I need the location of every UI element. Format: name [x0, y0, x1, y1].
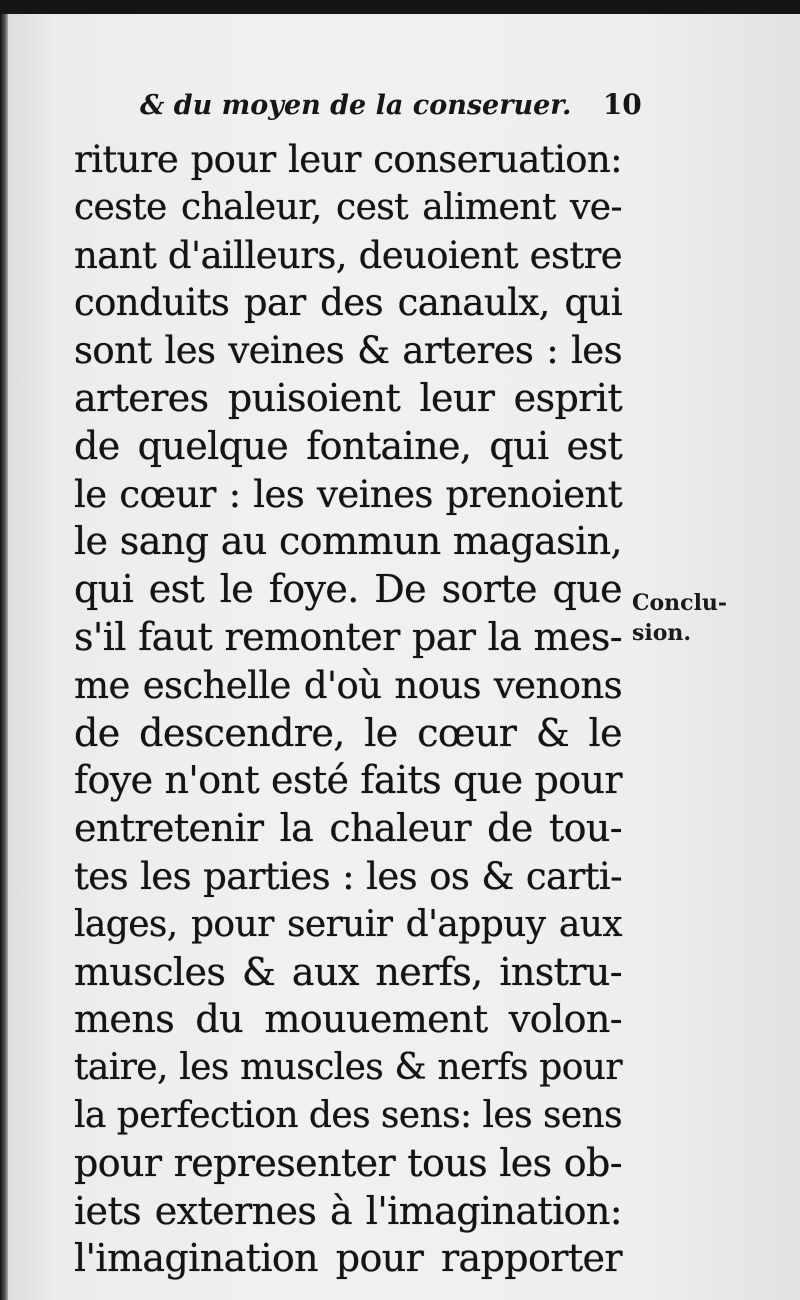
text-line: qui est le foye. De sorte que	[74, 567, 622, 612]
marginal-note	[632, 588, 782, 648]
page-left-edge	[0, 0, 8, 1300]
text-line: entretenir la chaleur de tou-	[74, 806, 622, 851]
text-line: de descendre, le cœur & le	[74, 710, 622, 755]
page-number: 10	[602, 88, 642, 121]
text-line: lages, pour seruir d'appuy aux	[74, 903, 622, 945]
marginal-note-line: Conclu-	[632, 590, 728, 616]
marginal-note-line: sion.	[632, 620, 692, 646]
text-line: le cœur : les veines prenoient	[74, 472, 622, 516]
page-top-edge	[0, 0, 800, 14]
text-line: iets externes à l'imagination:	[74, 1188, 622, 1233]
text-line: sont les veines & arteres : les	[74, 329, 622, 373]
text-line: ceste chaleur, cest aliment ve-	[74, 186, 622, 228]
text-line: taire, les muscles & nerfs pour	[74, 1047, 622, 1089]
text-line: nant d'ailleurs, deuoient estre	[74, 233, 622, 277]
text-line: pour representer tous les ob-	[74, 1140, 622, 1185]
text-line: la perfection des sens: les sens	[74, 1094, 622, 1136]
text-line: riture pour leur conseruation:	[74, 138, 622, 181]
running-head-title: & du moyen de la conseruer.	[140, 90, 572, 121]
body-text	[74, 136, 634, 1283]
text-line: s'il faut remonter par la mes-	[74, 614, 622, 659]
text-line: mens du mouuement volon-	[74, 997, 622, 1042]
text-line: foye n'ont esté faits que pour	[74, 758, 622, 803]
running-head	[140, 88, 642, 138]
text-line: de quelque fontaine, qui est	[74, 423, 622, 468]
text-line: me eschelle d'où nous venons	[74, 663, 622, 707]
text-line: muscles & aux nerfs, instru-	[74, 949, 622, 994]
text-line: l'imagination pour rapporter	[74, 1236, 622, 1281]
text-line: arteres puisoient leur esprit	[74, 375, 622, 420]
text-line: tes les parties : les os & carti-	[74, 854, 622, 898]
text-line: conduits par des canaulx, qui	[74, 281, 622, 325]
text-line: le sang au commun magasin,	[74, 519, 622, 564]
